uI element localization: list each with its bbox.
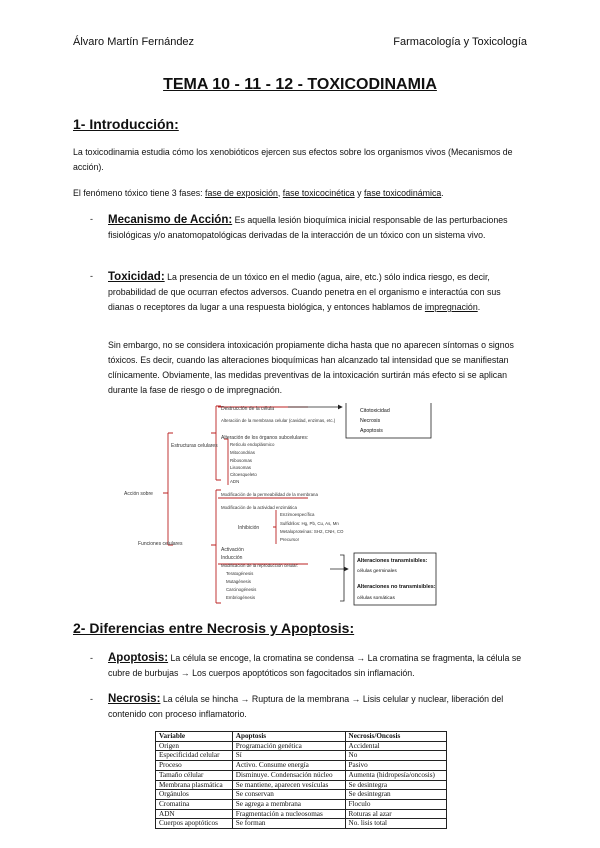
- diagram-repro-item: Mutagénesis: [226, 579, 251, 584]
- table-header-cell: Apoptosis: [232, 732, 345, 742]
- table-cell: Fragmentación a nucleosomas: [232, 809, 345, 819]
- table-cell: Membrana plasmática: [156, 780, 233, 790]
- table-cell: Se forman: [232, 819, 345, 829]
- transmissible-sub: células germinales: [357, 569, 397, 574]
- diagram-b2-item: Modificación de la permeabilidad de la membrana: [221, 492, 318, 497]
- outcome-item: Necrosis: [360, 418, 381, 424]
- table-cell: Activo. Consume energía: [232, 761, 345, 771]
- diagram-b1-item: Alteración de los órganos subcelulares:: [221, 435, 309, 441]
- outcome-item: Apoptosis: [360, 428, 383, 434]
- table-cell: No: [345, 751, 447, 761]
- apoptosis-text: La célula se encoge, la cromatina se condensa → La cromatina se fragmenta, la célula se cubre de burbujas → Los cuerpos apoptóticos son fagocitados sin inflamación.: [108, 653, 522, 678]
- table-row: [156, 741, 447, 751]
- diagram-inhib-item: Enzimoespecífica: [280, 512, 315, 517]
- diagram-branch-structures: Estructuras celulares: [171, 443, 218, 449]
- diagram-b1-item: Destrucción de la célula: [221, 406, 275, 412]
- impregnation-term: impregnación: [424, 302, 478, 312]
- table-cell: Cromatina: [156, 799, 233, 809]
- table-row: [156, 790, 447, 800]
- non-transmissible-sub: células somáticas: [357, 596, 395, 601]
- table-cell: Se mantiene, aparecen vesículas: [232, 780, 345, 790]
- table-row: [156, 780, 447, 790]
- mechanism-text: Es aquella lesión bioquímica inicial responsable de las perturbaciones fisiológicas y/o anatomopatológicas derivadas de la interacción de un tóxico con un sistema vivo.: [108, 215, 508, 240]
- table-cell: Disminuye. Condensación núcleo: [232, 770, 345, 780]
- table-cell: Accidental: [345, 741, 447, 751]
- table-cell: Especificidad celular: [156, 751, 233, 761]
- term-toxicity: Toxicidad:: [108, 271, 165, 283]
- table-row: [156, 819, 447, 829]
- necrosis-text: La célula se hincha → Ruptura de la membrana → Lisis celular y nuclear, liberación del contenido con proceso inflamatorio.: [108, 694, 504, 719]
- term-mechanism: Mecanismo de Acción:: [108, 214, 233, 226]
- term-apoptosis: Apoptosis:: [108, 652, 169, 664]
- table-row: [156, 809, 447, 819]
- list-item-toxicity: [108, 270, 528, 315]
- table-cell: Aumenta (hidropesía/oncosis): [345, 770, 447, 780]
- mechanism-diagram: [108, 403, 438, 613]
- table-cell: Roturas al azar: [345, 809, 447, 819]
- table-cell: Se desintegra: [345, 780, 447, 790]
- phase-exposure: fase de exposición: [205, 188, 278, 198]
- diagram-organelle: Citoesqueleto: [230, 472, 257, 477]
- table-cell: No. lisis total: [345, 819, 447, 829]
- table-cell: Sí: [232, 751, 345, 761]
- phases-end: .: [441, 188, 444, 198]
- non-transmissible-title: Alteraciones no transmisibles:: [357, 584, 436, 590]
- bullet-dash: -: [90, 271, 93, 281]
- root-brace: [163, 433, 168, 545]
- diagram-organelle: ADN: [230, 479, 240, 484]
- diagram-inhib-item: Sulfidrilos: Hg, Pb, Cu, As, Mn: [280, 521, 339, 526]
- table-cell: Se conservan: [232, 790, 345, 800]
- diagram-organelle: Retículo endoplásmico: [230, 442, 275, 447]
- phases-paragraph: [73, 186, 528, 201]
- table-header-cell: Variable: [156, 732, 233, 742]
- table-cell: Cuerpos apoptóticos: [156, 819, 233, 829]
- term-necrosis: Necrosis:: [108, 693, 161, 705]
- table-cell: Orgánulos: [156, 790, 233, 800]
- diagram-branch-functions: Funciones celulares: [138, 541, 183, 547]
- transmissible-title: Alteraciones transmisibles:: [357, 558, 428, 564]
- bullet-dash: -: [90, 214, 93, 224]
- diagram-repro-item: Embriogénesis: [226, 595, 256, 600]
- diagram-more-item: Activación: [221, 547, 244, 553]
- diagram-repro-item: Teratogénesis: [226, 571, 254, 576]
- table-cell: Proceso: [156, 761, 233, 771]
- diagram-b1-item: Alteración de la membrana celular (cavidad, enzimas, etc.): [221, 418, 336, 423]
- page-title: TEMA 10 - 11 - 12 - TOXICODINAMIA: [163, 76, 437, 93]
- diagram-organelle: Ribosomas: [230, 458, 252, 463]
- header-subject: Farmacología y Toxicología: [393, 36, 527, 48]
- bullet-dash: -: [90, 653, 93, 663]
- list-item-necrosis: [108, 692, 528, 722]
- diagram-more-item: Inducción: [221, 555, 243, 561]
- phases-sep-2: y: [354, 188, 364, 198]
- diagram-more-item: Modificación de la reproducción celular:: [221, 563, 299, 568]
- toxicity-end: .: [477, 302, 481, 312]
- intro-paragraph: La toxicodinamia estudia cómo los xenobióticos ejercen sus efectos sobre los organismos vivos (Mecanismos de acción).: [73, 147, 513, 172]
- table-cell: Floculo: [345, 799, 447, 809]
- table-cell: Se desintegran: [345, 790, 447, 800]
- header-author: Álvaro Martín Fernández: [73, 36, 195, 48]
- bullet-dash: -: [90, 694, 93, 704]
- section-1-heading: 1- Introducción:: [73, 116, 179, 132]
- outcome-item: Citotoxicidad: [360, 408, 390, 414]
- section-2-heading: 2- Diferencias entre Necrosis y Apoptosis:: [73, 620, 355, 636]
- table-cell: Pasivo: [345, 761, 447, 771]
- list-item-apoptosis: [108, 651, 528, 681]
- phases-sep-1: ,: [277, 188, 283, 198]
- table-cell: ADN: [156, 809, 233, 819]
- table-row: [156, 770, 447, 780]
- diagram-inhib-item: Precursor: [280, 537, 300, 542]
- table-cell: Tamaño célular: [156, 770, 233, 780]
- diagram-root: Acción sobre: [124, 491, 153, 497]
- table-cell: Programación genética: [232, 741, 345, 751]
- diagram-b2-item: Modificación de la actividad enzimática: [221, 505, 297, 510]
- phases-lead: El fenómeno tóxico tiene 3 fases:: [73, 188, 206, 198]
- phase-toxicokinetic: fase toxicocinética: [282, 188, 355, 198]
- diagram-organelle: Mitocondrias: [230, 450, 255, 455]
- table-header-row: [156, 732, 447, 742]
- diagram-inhibition: Inhibición: [238, 525, 260, 531]
- table-cell: Origen: [156, 741, 233, 751]
- comparison-table: [155, 731, 447, 829]
- table-row: [156, 751, 447, 761]
- diagram-inhib-item: Metaloproteínas: SH2, CNH, CO: [280, 529, 344, 534]
- table-cell: Se agrega a membrana: [232, 799, 345, 809]
- phase-toxicodynamic: fase toxicodinámica: [363, 188, 442, 198]
- toxicity-text: La presencia de un tóxico en el medio (agua, aire, etc.) sólo indica riesgo, es decir, probabilidad de que ocurran efectos adversos. Cuando penetra en el organismo e interactúa con sus dianas o receptores da lugar a una respuesta biológica, y entonces hablamos de: [108, 272, 501, 312]
- table-header-cell: Necrosis/Oncosis: [345, 732, 447, 742]
- table-row: [156, 761, 447, 771]
- intoxication-paragraph: Sin embargo, no se considera intoxicación propiamente dicha hasta que no aparecen síntomas o signos tóxicos. Es decir, cuando las alteraciones bioquímicas han alcanzado tal intensidad que se manifiestan clínicamente. Obviamente, las medidas preventivas de la intoxicación surtirán más efecto si se aplican durante la fase de riesgo o de impregnación.: [108, 340, 514, 395]
- diagram-organelle: Lisosomas: [230, 465, 251, 470]
- table-row: [156, 799, 447, 809]
- list-item-mechanism: [108, 213, 528, 243]
- diagram-repro-item: Carcinogénesis: [226, 587, 257, 592]
